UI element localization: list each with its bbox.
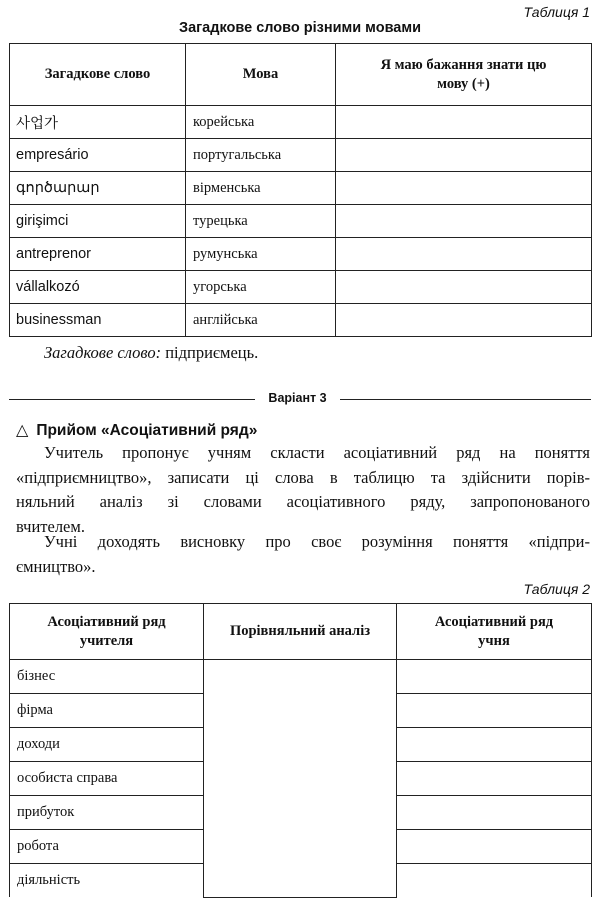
triangle-outline-icon: △ xyxy=(16,422,29,439)
table2-analysis-cell[interactable] xyxy=(204,660,397,898)
table-row xyxy=(10,238,592,271)
table2-teacher-cell: бізнес xyxy=(10,660,204,694)
table2-teacher-cell: доходи xyxy=(10,728,204,762)
table1-language-cell: корейська xyxy=(186,106,336,139)
table2-header-student xyxy=(397,604,592,660)
table1-word-cell: vállalkozó xyxy=(10,271,186,304)
table2-teacher-cell: особиста справа xyxy=(10,762,204,796)
table1-language-cell: угорська xyxy=(186,271,336,304)
table2-header-student-text: Асоціативний ряд учня xyxy=(434,613,554,649)
table2-header-row xyxy=(10,604,592,660)
table1-word-cell: 사업가 xyxy=(10,106,186,139)
answer-label: Загадкове слово: xyxy=(44,343,162,362)
table-row xyxy=(10,172,592,205)
table1-header-language: Мова xyxy=(186,44,336,106)
table2-teacher-cell: прибуток xyxy=(10,796,204,830)
mystery-word-answer xyxy=(44,343,258,363)
answer-value: підприємець. xyxy=(165,343,259,362)
table1-header-word: Загадкове слово xyxy=(10,44,186,106)
paragraph xyxy=(16,530,590,579)
table1-wish-cell[interactable] xyxy=(336,238,592,271)
table1-wish-cell[interactable] xyxy=(336,304,592,337)
paragraph-line: Учитель пропонує учням скласти асоціативний ряд на поняття xyxy=(44,443,590,462)
table1-wish-cell[interactable] xyxy=(336,271,592,304)
table2-student-cell[interactable] xyxy=(397,660,592,694)
table1-header-row xyxy=(10,44,592,106)
table1-title: Загадкове слово різними мовами xyxy=(179,20,421,36)
table1-header-wish-text: Я маю бажання знати цю мову (+) xyxy=(380,56,547,92)
method-title: Прийом «Асоціативний ряд» xyxy=(36,422,258,439)
method-heading xyxy=(16,420,257,440)
table1-word-cell: գործարար xyxy=(10,172,186,205)
table-row xyxy=(10,139,592,172)
table2-student-cell[interactable] xyxy=(397,830,592,864)
table1-caption: Таблиця 1 xyxy=(523,4,590,20)
paragraph-line: ємництво». xyxy=(16,556,96,576)
table2-header-teacher xyxy=(10,604,204,660)
table-row xyxy=(10,660,592,694)
table2 xyxy=(9,603,592,898)
paragraph xyxy=(16,441,590,539)
table2-student-cell[interactable] xyxy=(397,864,592,898)
table2-caption: Таблиця 2 xyxy=(523,581,590,597)
table1-word-cell: girişimci xyxy=(10,205,186,238)
paragraph-line: «підприємництво», записати ці слова в таблицю та здійснити порів- xyxy=(16,467,590,487)
paragraph-line: няльний аналіз зі словами асоціативного ряду, запропонованого xyxy=(16,492,590,511)
paragraph-line: Учні доходять висновку про своє розуміння поняття «підпри- xyxy=(44,532,590,551)
table1 xyxy=(9,43,592,337)
table-row xyxy=(10,106,592,139)
table1-word-cell: businessman xyxy=(10,304,186,337)
table1-language-cell: англійська xyxy=(186,304,336,337)
table1-language-cell: португальська xyxy=(186,139,336,172)
table1-language-cell: румунська xyxy=(186,238,336,271)
table2-student-cell[interactable] xyxy=(397,762,592,796)
table1-word-cell: empresário xyxy=(10,139,186,172)
table2-teacher-cell: робота xyxy=(10,830,204,864)
table2-student-cell[interactable] xyxy=(397,796,592,830)
table2-student-cell[interactable] xyxy=(397,728,592,762)
table-row xyxy=(10,304,592,337)
table1-wish-cell[interactable] xyxy=(336,205,592,238)
table2-header-teacher-text: Асоціативний ряд учителя xyxy=(47,613,166,649)
table1-language-cell: турецька xyxy=(186,205,336,238)
table1-language-cell: вірменська xyxy=(186,172,336,205)
table1-wish-cell[interactable] xyxy=(336,106,592,139)
table1-word-cell: antreprenor xyxy=(10,238,186,271)
table1-wish-cell[interactable] xyxy=(336,172,592,205)
divider xyxy=(340,399,591,400)
table1-header-wish xyxy=(336,44,592,106)
table2-header-analysis: Порівняльний аналіз xyxy=(204,604,397,660)
variant-label: Варіант 3 xyxy=(268,391,327,405)
table1-wish-cell[interactable] xyxy=(336,139,592,172)
table2-student-cell[interactable] xyxy=(397,694,592,728)
divider xyxy=(9,399,255,400)
table2-teacher-cell: діяльність xyxy=(10,864,204,898)
table-row xyxy=(10,205,592,238)
table2-teacher-cell: фірма xyxy=(10,694,204,728)
paragraph-line: вчителем. xyxy=(16,516,85,536)
table-row xyxy=(10,271,592,304)
